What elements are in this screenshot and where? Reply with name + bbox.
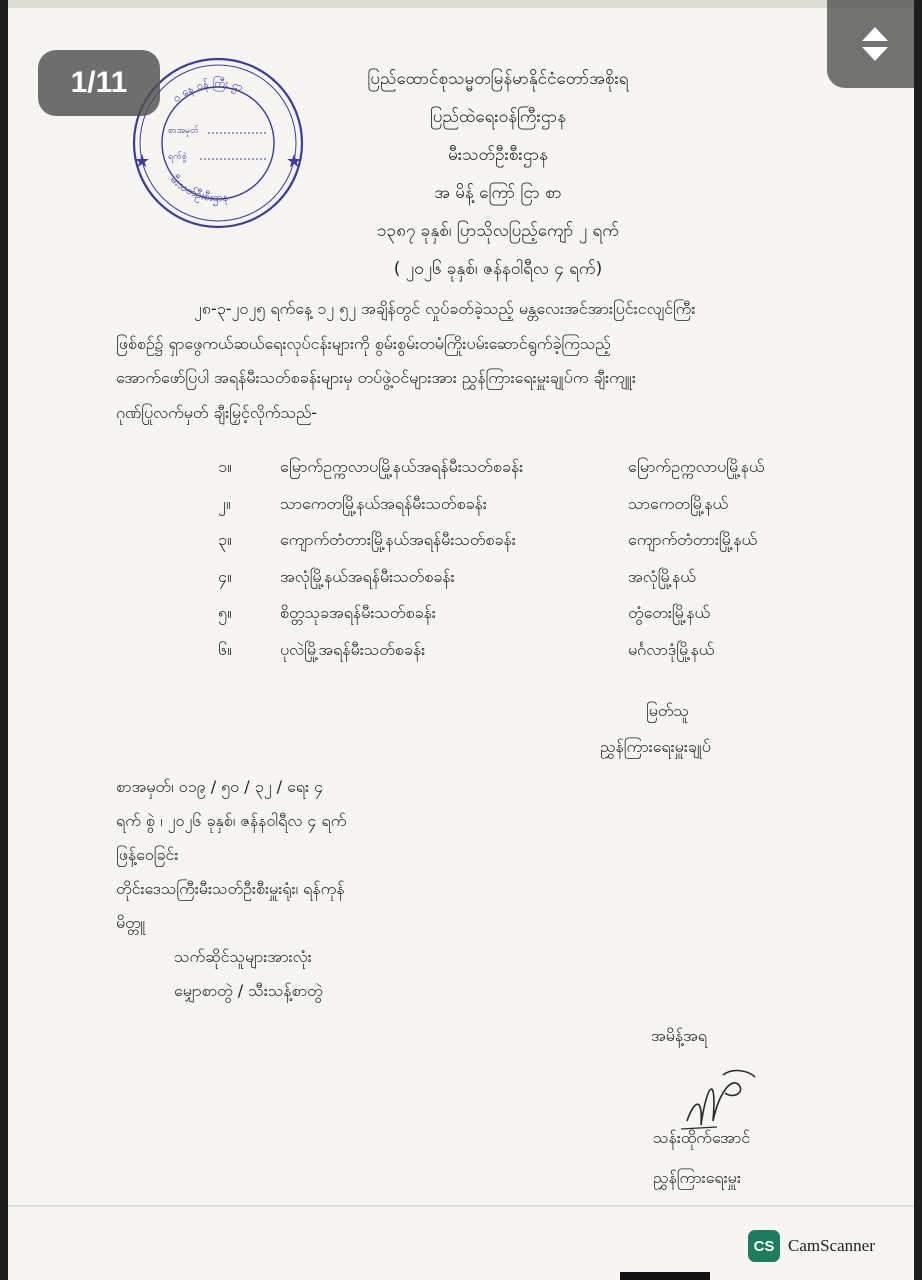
svg-text:ဝ နေ ဝန် ကြီး ဌာ [170, 75, 245, 105]
page-counter [38, 50, 160, 116]
file-copies: မျှောစာတွဲ / သီးသန့်စာတွဲ [174, 981, 323, 1000]
list-item-township: သာကေတမြို့နယ် [628, 493, 729, 513]
director-name: သန်းထိုက်အောင် [653, 1128, 751, 1147]
list-item-township: တွံတေးမြို့နယ် [628, 603, 711, 622]
document-header [328, 60, 668, 288]
list-item-station: သာကေတမြို့နယ်အရန်မီးသတ်စခန်း [280, 493, 487, 513]
list-item-station: ပုလဲမြို့အရန်မီးသတ်စခန်း [280, 639, 426, 659]
signatory-name: မြတ်သူ [646, 701, 689, 720]
list-item-number: ၂။ [218, 493, 231, 513]
seal-top-text: ဝ နေ ဝန် ကြီး ဌာ [169, 76, 245, 105]
list-item [218, 487, 818, 524]
body-line-1: ၂၈-၃-၂၀၂၅ ရက်နေ့ ၁၂ ၅၂ အချိန်တွင် လှုပ်ခတ်ခဲ့သည့် မန္တလေးအင်အားပြင်းငလျင်ကြီး [194, 299, 696, 318]
header-date-myanmar: ၁၃၈၇ ခုနှစ်၊ ပြာသိုလပြည့်ကျော် ၂ ရက် [377, 221, 619, 241]
list-item [218, 560, 818, 597]
header-date-gregorian: ( ၂၀၂၆ ခုနှစ်၊ ဇန်နဝါရီလ ၄ ရက်) [393, 259, 603, 279]
header-title: အ မိန့် ကြော် ငြာ စာ [434, 183, 562, 203]
copy-heading: မိတ္တူ [116, 913, 146, 932]
list-item-township: အလုံမြို့နယ် [628, 566, 696, 586]
list-item-number: ၅။ [218, 603, 232, 622]
list-item-township: မြောက်ဥက္ကလာပမြို့နယ် [628, 457, 765, 476]
body-line-3: အောက်ဖော်ပြပါ အရန်မီးသတ်စခန်းများမှ တပ်ဖွဲ့ဝင်များအား ညွှန်ကြားရေးမှူးချုပ်က ချီးကျူး [116, 368, 636, 387]
up-down-arrows-icon[interactable] [827, 0, 914, 88]
list-item-number: ၁။ [218, 457, 232, 476]
list-item-township: ကျောက်တံတားမြို့နယ် [628, 530, 758, 549]
svg-text:မီးသတ်ဦးစီးဌာန [168, 173, 229, 207]
distribution-heading: ဖြန့်ဝေခြင်း [116, 845, 179, 864]
header-department: မီးသတ်ဦးစီးဌာန [448, 145, 548, 165]
arrow-up-icon [862, 27, 888, 41]
seal-bottom-text: မီးသတ်ဦးစီးဌာန [167, 172, 229, 205]
list-item-number: ၆။ [218, 639, 232, 659]
arrow-down-icon [862, 47, 888, 61]
seal-star-right-icon: ★ [286, 151, 303, 172]
seal-star-left-icon: ★ [134, 151, 151, 172]
list-item-station: အလုံမြို့နယ်အရန်မီးသတ်စခန်း [280, 566, 455, 586]
camscanner-brand: CamScanner [788, 1236, 875, 1255]
seal-line1-label: စာအမှတ် [168, 126, 199, 136]
body-line-2: ဖြစ်စဉ်၌ ရှာဖွေကယ်ဆယ်ရေးလုပ်ငန်းများကို စွမ်းစွမ်းတမံကြိုးပမ်းဆောင်ရွက်ခဲ့ကြသည့် [116, 333, 611, 353]
document-page [8, 0, 914, 1280]
header-government: ပြည်ထောင်စုသမ္မတမြန်မာနိုင်ငံတော်အစိုးရ [367, 69, 629, 89]
list-item-station: ကျောက်တံတားမြို့နယ်အရန်မီးသတ်စခန်း [280, 530, 516, 549]
body-line-4: ဂုဏ်ပြုလက်မှတ် ချီးမြှင့်လိုက်သည်- [116, 402, 318, 422]
list-item [218, 450, 818, 487]
reference-block [116, 770, 536, 1008]
list-item-number: ၃။ [218, 530, 232, 549]
list-item [218, 633, 818, 670]
list-item [218, 596, 818, 633]
reference-date: ရက် စွဲ ၊ ၂၀၂၆ ခုနှစ်၊ ဇန်နဝါရီလ ၄ ရက် [116, 811, 347, 830]
seal-line2-label: ရက်စွဲ [168, 152, 188, 162]
list-item-station: စိတ္တသုခအရန်မီးသတ်စခန်း [280, 603, 436, 622]
reference-number: စာအမှတ်၊ ၀၁၉ / ၅၀ / ၃၂ / ရေး ၄ [116, 777, 324, 796]
camscanner-watermark [748, 1230, 875, 1262]
list-item-number: ၄။ [218, 566, 232, 586]
page-counter-label: 1/11 [70, 66, 128, 99]
list-item-station: မြောက်ဥက္ကလာပမြို့နယ်အရန်မီးသတ်စခန်း [280, 457, 524, 476]
page-bottom-edge [8, 1205, 914, 1207]
header-ministry: ပြည်ထဲရေးဝန်ကြီးဌာန [429, 107, 567, 127]
body-paragraph [116, 292, 816, 430]
by-order-label: အမိန့်အရ [651, 1026, 707, 1045]
camscanner-logo-icon: CS [748, 1230, 780, 1262]
station-list [218, 450, 818, 669]
signatory-title: ညွှန်ကြားရေးမှူးချုပ် [600, 737, 711, 756]
list-item-township: မင်္ဂလာဒုံမြို့နယ် [628, 639, 715, 659]
top-strip [8, 0, 914, 8]
list-item [218, 523, 818, 560]
director-role: ညွှန်ကြားရေးမှူး [653, 1168, 741, 1187]
copy-recipient: သက်ဆိုင်သူများအားလုံး [174, 947, 312, 966]
home-indicator [620, 1272, 710, 1280]
distribution-recipient: တိုင်းဒေသကြီးမီးသတ်ဦးစီးမှူးရုံး၊ ရန်ကုန် [116, 879, 345, 898]
